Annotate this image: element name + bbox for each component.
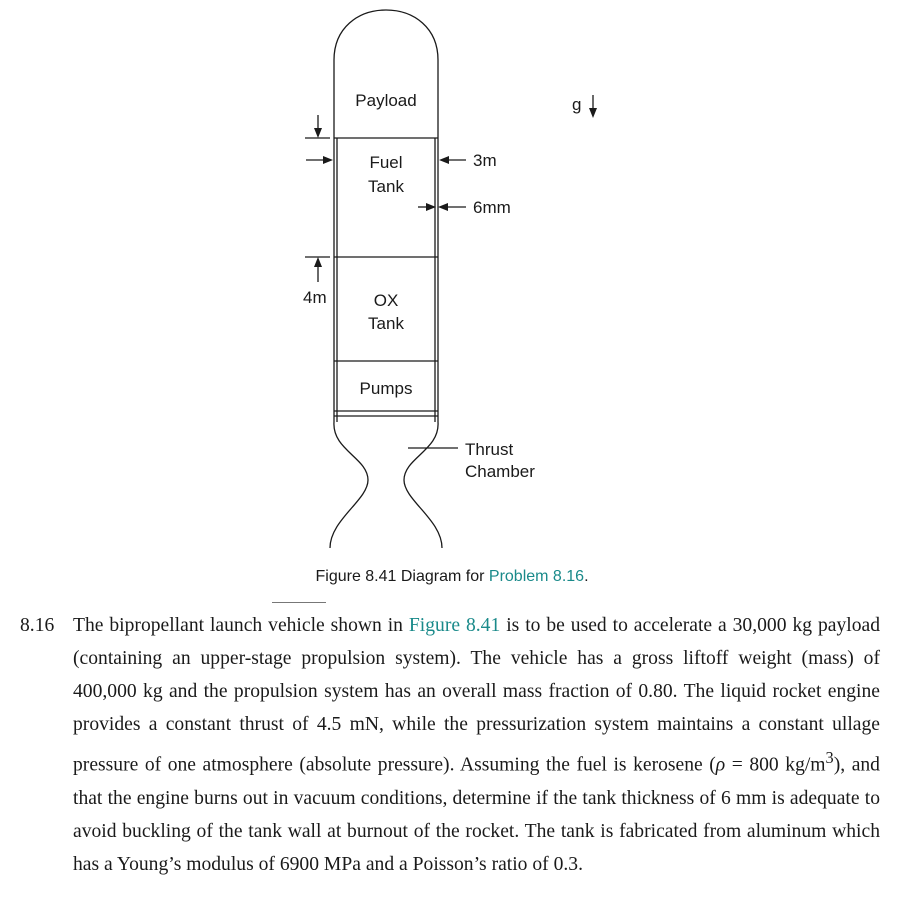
dim-length-upper-arrowhead [314, 128, 322, 138]
dim-thickness-right-arrowhead [438, 203, 448, 211]
gravity-arrowhead [589, 108, 597, 118]
label-thrust: Thrust [465, 440, 514, 459]
rocket-outline [305, 10, 593, 548]
label-diameter: 3m [473, 151, 497, 170]
density-text: = 800 kg/m [725, 754, 826, 776]
problem-text-part2: ), and that the engine burns out in vacuum conditions, determine if the tank thickness of 6 mm is adequate to avoid buckling of the tank wall at burnout of the rocket. The tank is fabricated from aluminum which has a Young’s modulus of 6900 MPa and a Poisson’s ratio of 0.3. [73, 754, 880, 875]
label-chamber: Chamber [465, 462, 535, 481]
caption-suffix: . [584, 568, 589, 585]
dim-left-arrowhead [323, 156, 333, 164]
arrowheads [314, 108, 597, 267]
figure-caption [0, 568, 904, 586]
label-ox: OX [373, 291, 399, 310]
problem-statement [73, 609, 880, 881]
label-length: 4m [303, 288, 327, 307]
label-fuel: Fuel [369, 153, 403, 172]
problem-text-part1: is to be used to accelerate a 30,000 kg payload (containing an upper-stage propulsion system). The vehicle has a gross liftoff weight (mass) of 400,000 kg and the propulsion system has an overall mass fraction of 0.80. The liquid rocket engine provides a constant thrust of 4.5 mN, while the pressurization system maintains a constant ullage pressure of one atmosphere (absolute pressure). Assuming the fuel is kerosene ( [73, 615, 880, 776]
dim-length-lower-arrowhead [314, 257, 322, 267]
caption-prefix: Figure 8.41 Diagram for [315, 568, 489, 585]
label-ox-tank: Tank [368, 314, 404, 333]
diagram-labels [303, 91, 581, 481]
label-gravity: g [572, 95, 582, 114]
problem-number: 8.16 [20, 615, 55, 636]
rho-symbol: ρ [715, 754, 726, 776]
nose-cone [334, 10, 438, 138]
section-rule [272, 602, 326, 603]
nozzle-right [404, 422, 442, 548]
label-payload: Payload [355, 91, 417, 110]
label-thickness: 6mm [473, 198, 511, 217]
problem-text-intro: The bipropellant launch vehicle shown in [73, 615, 409, 636]
nozzle-left [330, 422, 368, 548]
label-pumps: Pumps [359, 379, 413, 398]
label-fuel-tank: Tank [368, 177, 404, 196]
problem-8-16 [20, 609, 880, 881]
density-exponent: 3 [825, 748, 834, 767]
dim-diameter-arrowhead [439, 156, 449, 164]
problem-link[interactable]: Problem 8.16 [488, 568, 585, 585]
figure-link[interactable]: Figure 8.41 [408, 615, 501, 636]
